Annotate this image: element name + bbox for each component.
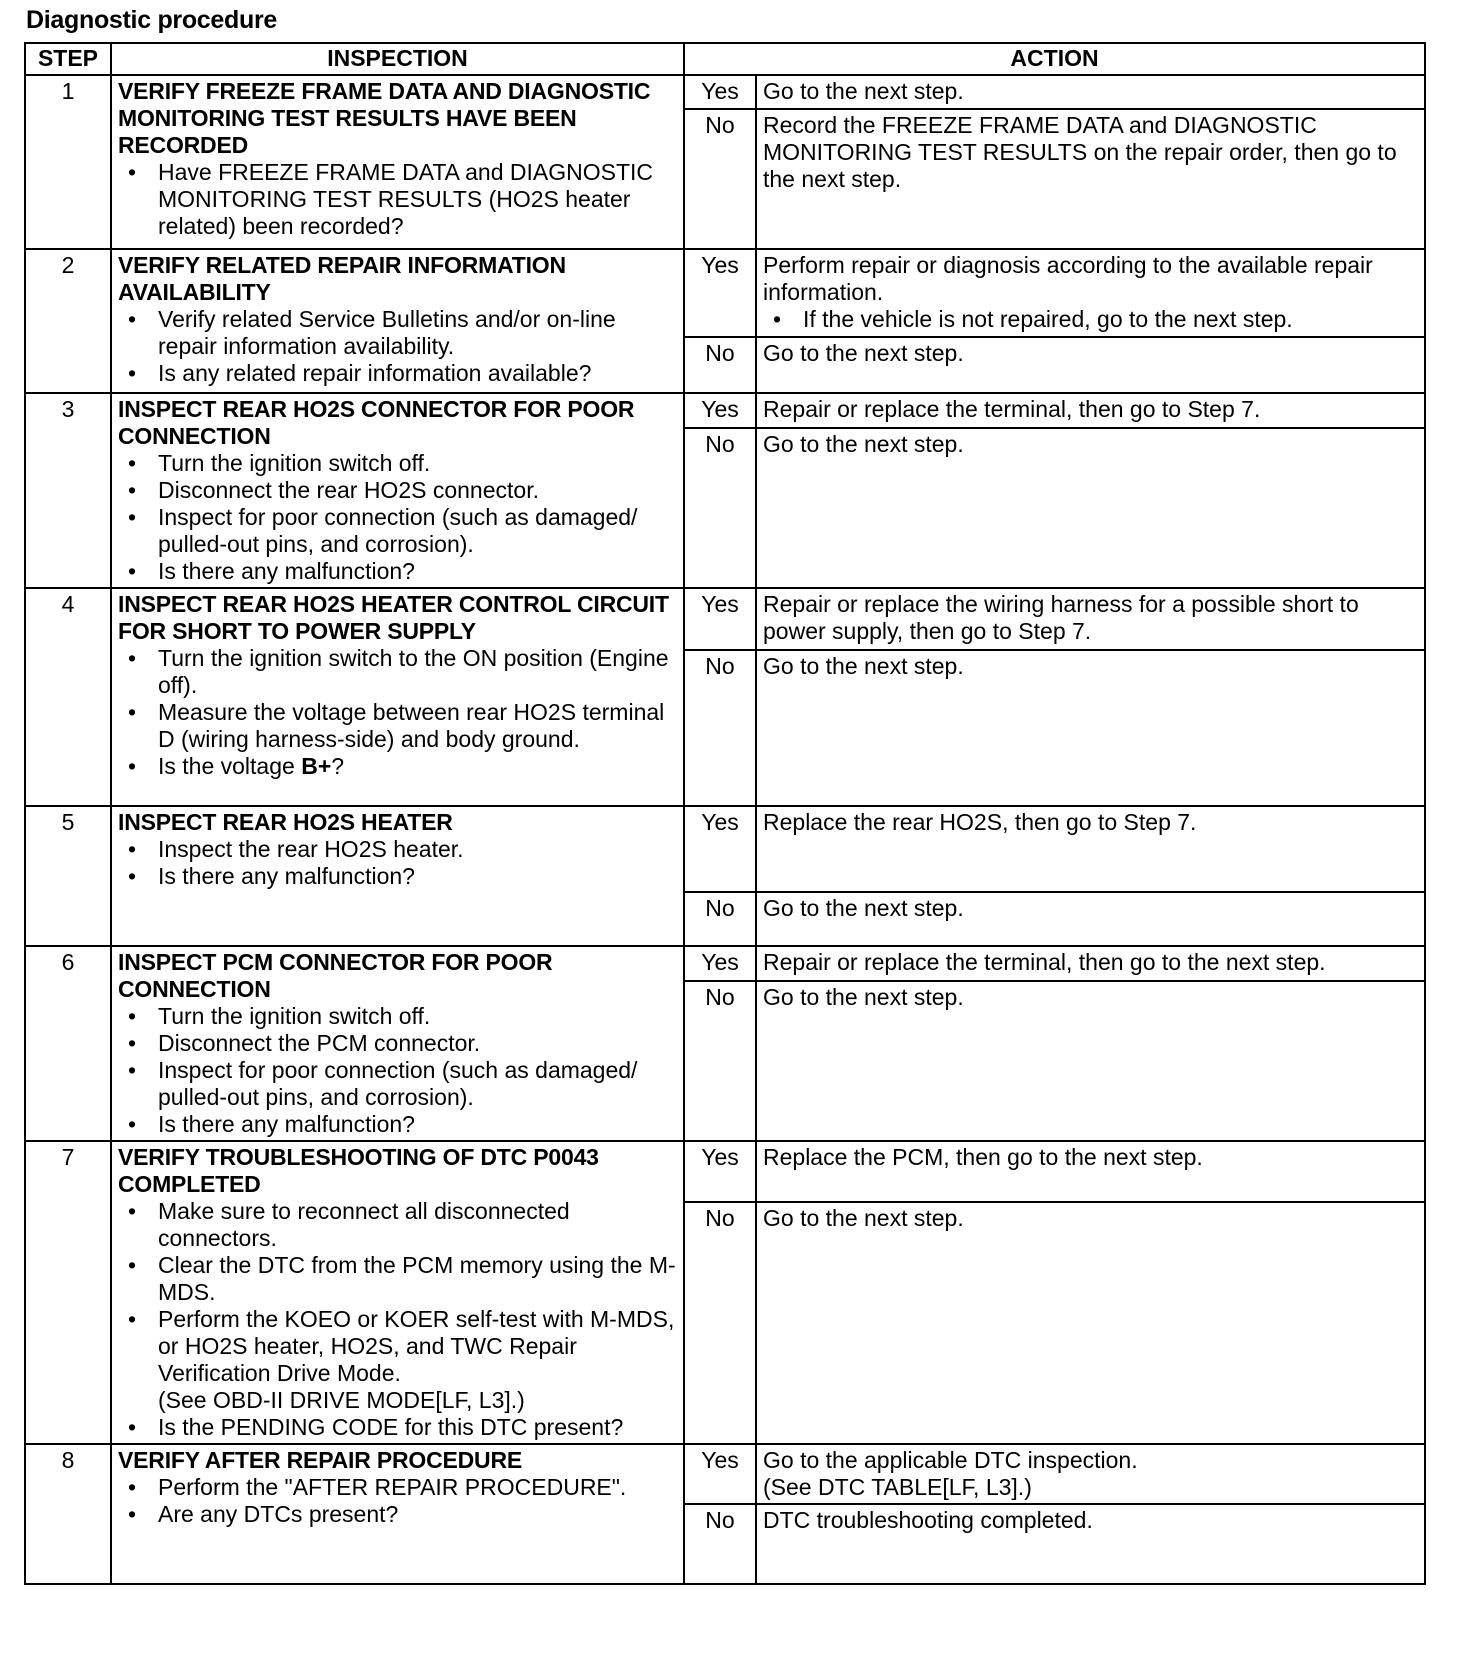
inspection-bullet: • Is there any malfunction? — [158, 1111, 677, 1138]
step-6-yes-row — [25, 946, 1425, 981]
step-number: 1 — [25, 75, 111, 249]
inspection-bullet: • Measure the voltage between rear HO2S terminal D (wiring harness-side) and body ground. — [158, 699, 677, 753]
inspection-title: VERIFY RELATED REPAIR INFORMATION AVAILABILITY — [118, 252, 566, 305]
step-7-yes-row — [25, 1141, 1425, 1202]
inspection-bullet: • Is the PENDING CODE for this DTC present? — [158, 1414, 677, 1441]
inspection-title: VERIFY AFTER REPAIR PROCEDURE — [118, 1447, 522, 1473]
inspection-bullet: • Have FREEZE FRAME DATA and DIAGNOSTIC MONITORING TEST RESULTS (HO2S heater related) been recorded? — [158, 159, 677, 240]
action-no: Go to the next step. — [756, 337, 1425, 393]
inspection-bullet: • Verify related Service Bulletins and/or on-line repair information availability. — [158, 306, 677, 360]
inspection-cell — [111, 1444, 684, 1584]
inspection-bullet: • Perform the "AFTER REPAIR PROCEDURE". — [158, 1474, 677, 1501]
action-yes-cell — [756, 249, 1425, 337]
inspection-bullet: • Inspect the rear HO2S heater. — [158, 836, 677, 863]
step-4-yes-row — [25, 588, 1425, 650]
no-label: No — [684, 1504, 756, 1584]
bullet-text: Perform the KOEO or KOER self-test with M-MDS, or HO2S heater, HO2S, and TWC Repair Verification Drive Mode. — [158, 1306, 675, 1386]
step-3-yes-row — [25, 393, 1425, 428]
yes-label: Yes — [684, 75, 756, 109]
inspection-bullet: • Turn the ignition switch off. — [158, 1003, 677, 1030]
no-label: No — [684, 650, 756, 806]
action-bullet: • If the vehicle is not repaired, go to the next step. — [803, 306, 1418, 333]
action-yes: Repair or replace the terminal, then go to Step 7. — [756, 393, 1425, 428]
yes-label: Yes — [684, 393, 756, 428]
no-label: No — [684, 109, 756, 249]
step-number: 2 — [25, 249, 111, 393]
inspection-cell — [111, 1141, 684, 1444]
action-yes: Replace the rear HO2S, then go to Step 7. — [756, 806, 1425, 892]
step-number: 8 — [25, 1444, 111, 1584]
header-action: ACTION — [684, 43, 1425, 75]
action-no: Go to the next step. — [756, 892, 1425, 946]
no-label: No — [684, 1202, 756, 1444]
step-number: 7 — [25, 1141, 111, 1444]
action-no: DTC troubleshooting completed. — [756, 1504, 1425, 1584]
step-number: 4 — [25, 588, 111, 806]
step-number: 6 — [25, 946, 111, 1141]
action-yes-cell — [756, 1444, 1425, 1504]
step-1-yes-row — [25, 75, 1425, 109]
action-yes: Go to the applicable DTC inspection. — [763, 1447, 1138, 1473]
no-label: No — [684, 981, 756, 1141]
inspection-cell — [111, 946, 684, 1141]
yes-label: Yes — [684, 1444, 756, 1504]
inspection-bullet: • Make sure to reconnect all disconnected connectors. — [158, 1198, 677, 1252]
no-label: No — [684, 337, 756, 393]
action-no: Go to the next step. — [756, 1202, 1425, 1444]
action-yes: Go to the next step. — [756, 75, 1425, 109]
bullet-text: Is the voltage — [158, 753, 302, 779]
inspection-title: INSPECT REAR HO2S CONNECTOR FOR POOR CONNECTION — [118, 396, 635, 449]
inspection-bullet: • Are any DTCs present? — [158, 1501, 677, 1528]
no-label: No — [684, 892, 756, 946]
action-no: Record the FREEZE FRAME DATA and DIAGNOSTIC MONITORING TEST RESULTS on the repair order, then go to the next step. — [756, 109, 1425, 249]
action-no: Go to the next step. — [756, 650, 1425, 806]
inspection-bullet — [158, 1306, 677, 1414]
yes-label: Yes — [684, 588, 756, 650]
action-yes: Perform repair or diagnosis according to the available repair information. — [763, 252, 1373, 305]
diagnostic-table — [24, 42, 1426, 1585]
step-number: 5 — [25, 806, 111, 946]
inspection-bullet: • Turn the ignition switch to the ON position (Engine off). — [158, 645, 677, 699]
action-yes: Replace the PCM, then go to the next step. — [756, 1141, 1425, 1202]
action-note: (See DTC TABLE[LF, L3].) — [763, 1474, 1032, 1500]
inspection-title: INSPECT REAR HO2S HEATER CONTROL CIRCUIT FOR SHORT TO POWER SUPPLY — [118, 591, 669, 644]
inspection-cell — [111, 588, 684, 806]
inspection-bullet: • Disconnect the rear HO2S connector. — [158, 477, 677, 504]
action-yes: Repair or replace the terminal, then go to the next step. — [756, 946, 1425, 981]
inspection-cell — [111, 75, 684, 249]
inspection-bullet: • Inspect for poor connection (such as damaged/ pulled-out pins, and corrosion). — [158, 1057, 677, 1111]
step-number: 3 — [25, 393, 111, 588]
inspection-title: INSPECT REAR HO2S HEATER — [118, 809, 453, 835]
action-yes: Repair or replace the wiring harness for a possible short to power supply, then go to Step 7. — [756, 588, 1425, 650]
no-label: No — [684, 428, 756, 588]
yes-label: Yes — [684, 946, 756, 981]
inspection-title: VERIFY FREEZE FRAME DATA AND DIAGNOSTIC MONITORING TEST RESULTS HAVE BEEN RECORDED — [118, 78, 651, 158]
inspection-title: VERIFY TROUBLESHOOTING OF DTC P0043 COMPLETED — [118, 1144, 599, 1197]
inspection-bullet: • Is there any malfunction? — [158, 558, 677, 585]
inspection-cell — [111, 393, 684, 588]
bullet-bold-text: B+ — [301, 753, 332, 779]
step-5-yes-row — [25, 806, 1425, 892]
action-no: Go to the next step. — [756, 428, 1425, 588]
page-title: Diagnostic procedure — [26, 6, 277, 34]
inspection-bullet: • Is any related repair information available? — [158, 360, 677, 387]
inspection-bullet — [158, 753, 677, 780]
step-8-yes-row — [25, 1444, 1425, 1504]
inspection-bullet: • Turn the ignition switch off. — [158, 450, 677, 477]
inspection-title: INSPECT PCM CONNECTOR FOR POOR CONNECTION — [118, 949, 553, 1002]
inspection-cell — [111, 249, 684, 393]
inspection-bullet: • Clear the DTC from the PCM memory using the M-MDS. — [158, 1252, 677, 1306]
header-row — [25, 43, 1425, 75]
yes-label: Yes — [684, 249, 756, 337]
bullet-suffix: ? — [331, 753, 345, 779]
yes-label: Yes — [684, 806, 756, 892]
inspection-bullet: • Inspect for poor connection (such as damaged/ pulled-out pins, and corrosion). — [158, 504, 677, 558]
yes-label: Yes — [684, 1141, 756, 1202]
action-no: Go to the next step. — [756, 981, 1425, 1141]
inspection-cell — [111, 806, 684, 946]
inspection-bullet: • Is there any malfunction? — [158, 863, 677, 890]
step-2-yes-row — [25, 249, 1425, 337]
inspection-bullet: • Disconnect the PCM connector. — [158, 1030, 677, 1057]
header-step: STEP — [25, 43, 111, 75]
header-inspection: INSPECTION — [111, 43, 684, 75]
bullet-note: (See OBD-II DRIVE MODE[LF, L3].) — [158, 1387, 525, 1413]
